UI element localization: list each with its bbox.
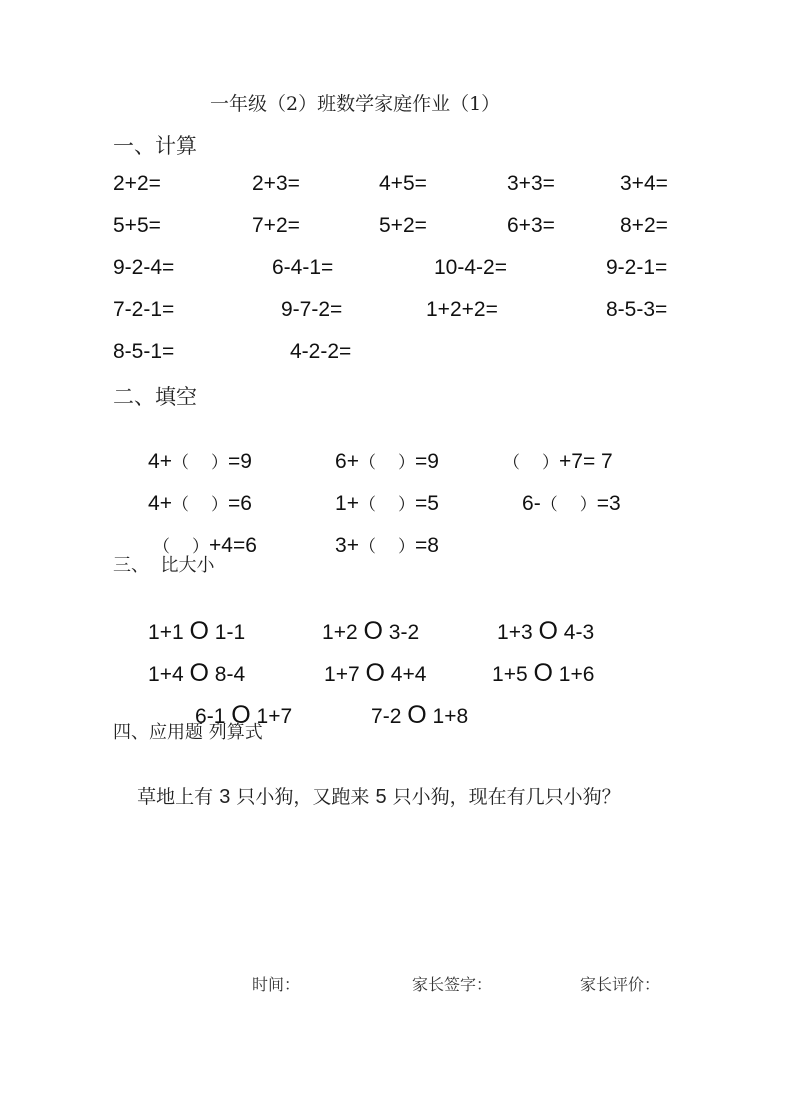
compare-left: 6-1 <box>195 705 226 728</box>
blank-open: （ <box>503 453 521 473</box>
expr-suffix: +4=6 <box>209 534 257 557</box>
expr-prefix: 4+ <box>148 450 172 473</box>
compare-circle[interactable]: O <box>533 659 553 687</box>
compare-right: 4+4 <box>390 663 427 686</box>
blank-open: （ <box>358 495 376 515</box>
compare-left: 1+2 <box>322 621 358 644</box>
parent-evaluation-label: 家长评价： <box>580 975 661 994</box>
blank-open: （ <box>153 537 171 557</box>
section-heading-compare: 三、 比大小 <box>113 555 215 576</box>
equation: 2+3= <box>252 172 300 195</box>
equation: 3+3= <box>507 172 555 195</box>
section-heading-calculation: 一、计算 <box>113 134 197 158</box>
blank-open: （ <box>171 453 189 473</box>
expr-prefix: 4+ <box>148 492 172 515</box>
blank-open: （ <box>171 495 189 515</box>
compare-circle[interactable]: O <box>538 617 558 645</box>
equation: 9-2-1= <box>606 256 668 279</box>
blank-close: ） <box>397 537 415 557</box>
compare-item <box>336 677 468 754</box>
expr-suffix: =8 <box>414 534 439 557</box>
compare-right: 4-3 <box>563 621 595 644</box>
compare-left: 1+7 <box>324 663 360 686</box>
equation: 5+2= <box>379 214 427 237</box>
blank-close: ） <box>579 495 597 515</box>
blank-open: （ <box>358 453 376 473</box>
compare-right: 1-1 <box>214 621 246 644</box>
compare-right: 8-4 <box>214 663 246 686</box>
equation: 2+2= <box>113 172 161 195</box>
blank-close: ） <box>210 495 228 515</box>
problem-text: 只小狗，又跑来 <box>236 786 370 808</box>
equation: 7-2-1= <box>113 298 175 321</box>
equation: 8-5-3= <box>606 298 668 321</box>
equation: 7+2= <box>252 214 300 237</box>
equation: 9-7-2= <box>281 298 343 321</box>
fill-blank-item <box>300 508 439 582</box>
fill-blank-item <box>487 466 621 540</box>
compare-circle[interactable]: O <box>189 659 209 687</box>
compare-item <box>457 635 594 712</box>
equation: 6-4-1= <box>272 256 334 279</box>
compare-right: 1+6 <box>558 663 595 686</box>
expr-suffix: =3 <box>596 492 621 515</box>
compare-left: 7-2 <box>371 705 402 728</box>
blank-close: ） <box>397 453 415 473</box>
blank-close: ） <box>397 495 415 515</box>
compare-right: 1+7 <box>256 705 293 728</box>
equation: 8-5-1= <box>113 340 175 363</box>
compare-circle[interactable]: O <box>231 701 251 729</box>
problem-number: 3 <box>219 786 231 808</box>
compare-circle[interactable]: O <box>365 659 385 687</box>
equation: 9-2-4= <box>113 256 175 279</box>
parent-signature-label: 家长签字： <box>412 975 493 994</box>
expr-prefix: 6- <box>522 492 541 515</box>
equation: 10-4-2= <box>434 256 507 279</box>
compare-left: 1+5 <box>492 663 528 686</box>
compare-left: 1+3 <box>497 621 533 644</box>
page-title: 一年级（2）班数学家庭作业（1） <box>210 93 501 115</box>
time-label: 时间： <box>252 975 301 994</box>
compare-circle[interactable]: O <box>363 617 383 645</box>
equation: 4+5= <box>379 172 427 195</box>
expr-prefix: 1+ <box>335 492 359 515</box>
compare-circle[interactable]: O <box>189 617 209 645</box>
expr-suffix: =5 <box>414 492 439 515</box>
expr-prefix: 6+ <box>335 450 359 473</box>
equation: 5+5= <box>113 214 161 237</box>
blank-open: （ <box>540 495 558 515</box>
equation: 6+3= <box>507 214 555 237</box>
expr-suffix: =6 <box>227 492 252 515</box>
expr-suffix: =9 <box>227 450 252 473</box>
compare-left: 1+4 <box>148 663 184 686</box>
equation: 8+2= <box>620 214 668 237</box>
expr-suffix: =9 <box>414 450 439 473</box>
equation: 1+2+2= <box>426 298 498 321</box>
problem-text: 草地上有 <box>137 786 214 808</box>
expr-prefix: 3+ <box>335 534 359 557</box>
section-heading-word-problem: 四、应用题 列算式 <box>113 722 263 743</box>
expr-suffix: +7= 7 <box>559 450 613 473</box>
section-heading-fill-blank: 二、填空 <box>113 385 197 409</box>
blank-close: ） <box>192 537 210 557</box>
compare-left: 1+1 <box>148 621 184 644</box>
problem-number: 5 <box>375 786 387 808</box>
answer-area[interactable] <box>113 795 673 955</box>
blank-close: ） <box>210 453 228 473</box>
compare-right: 3-2 <box>388 621 420 644</box>
blank-open: （ <box>358 537 376 557</box>
equation: 3+4= <box>620 172 668 195</box>
compare-right: 1+8 <box>432 705 469 728</box>
equation: 4-2-2= <box>290 340 352 363</box>
problem-text: 只小狗，现在有几只小狗？ <box>392 786 621 808</box>
blank-close: ） <box>542 453 560 473</box>
compare-circle[interactable]: O <box>407 701 427 729</box>
